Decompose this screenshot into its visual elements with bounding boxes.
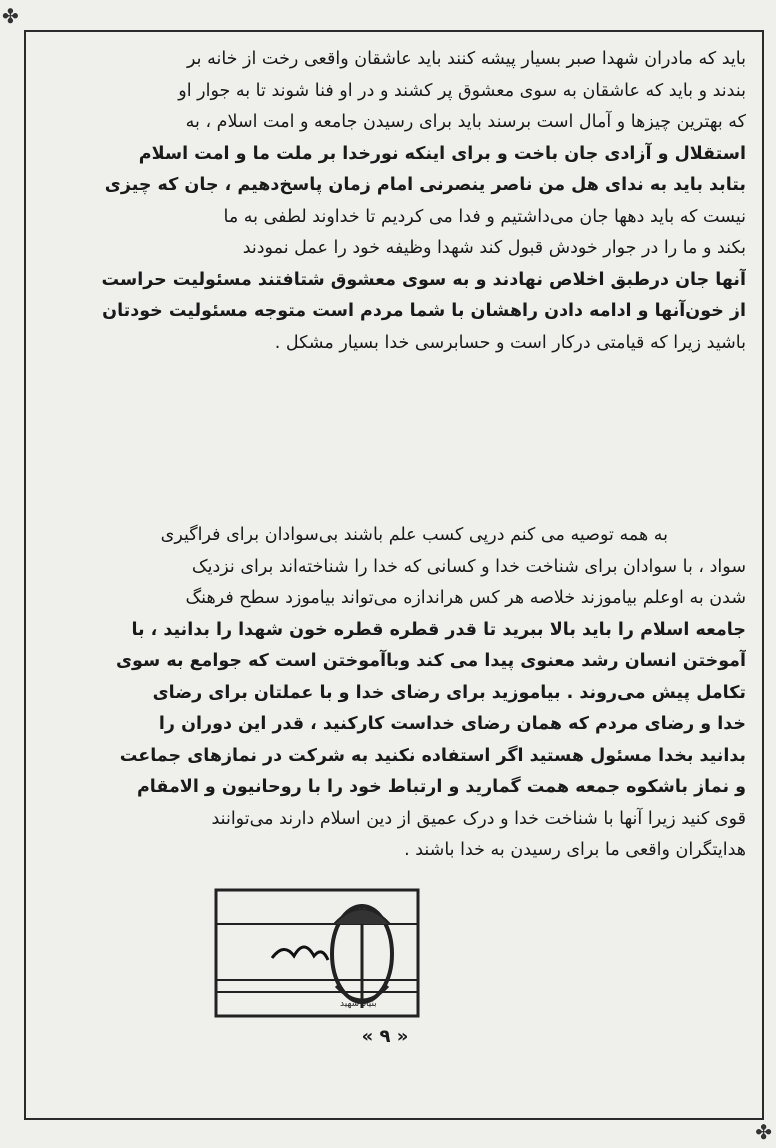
text-line: سواد ، با سوادان برای شناخت خدا و کسانی که خدا را شناخته‌اند برای نزدیک (191, 556, 746, 577)
text-line: از خون‌آنها و ادامه دادن راهشان با شما مردم است متوجه مسئولیت خودتان (102, 301, 746, 321)
text-line: که بهترین چیزها و آمال است برسند باید برای رسیدن جامعه و امت اسلام ، به (185, 112, 746, 132)
text-line: بکند و ما را در جوار خودش قبول کند شهدا وظیفه خود را عمل نمودند (242, 238, 746, 258)
svg-text:بنیاد شهید: بنیاد شهید (340, 999, 377, 1009)
text-line: آموختن انسان رشد معنوی پیدا می کند وباآموختن است که جوامع به سوی (116, 651, 746, 671)
text-line: به همه توصیه می کنم درپی کسب علم باشند بی‌سوادان برای فراگیری (160, 525, 668, 545)
page-number: « ۹ » (361, 1026, 409, 1047)
text-line: استقلال و آزادی جان باخت و برای اینکه نورخدا بر ملت ما و امت اسلام (138, 143, 746, 164)
text-line: شدن به اوعلم بیاموزند خلاصه هر کس هراندازه می‌تواند بیاموزد سطح فرهنگ (185, 588, 746, 608)
text-line: بدانید بخدا مسئول هستید اگر استفاده نکنید به شرکت در نمازهای جماعت (119, 745, 746, 766)
text-line: نیست که باید دهها جان می‌داشتیم و فدا می کردیم تا خداوند لطفی به ما (223, 206, 746, 227)
text-line: خدا و رضای مردم که همان رضای خداست کارکنید ، قدر این دوران را (158, 714, 746, 734)
text-line: آنها جان درطبق اخلاص نهادند و به سوی معشوق شتافتند مسئولیت حراست (101, 269, 746, 290)
text-line: و نماز باشکوه جمعه همت گمارید و ارتباط خود را با روحانیون و الامقام (136, 777, 746, 797)
text-line: بندند و باید که عاشقان به سوی معشوق پر کشند و در او فنا شوند تا به جوار او (178, 80, 746, 101)
corner-ornament-icon: ✤ (755, 1120, 772, 1144)
official-stamp (212, 884, 422, 1024)
text-line: جامعه اسلام را باید بالا ببرید تا قدر قطره قطره خون شهدا را بدانید ، با (131, 619, 746, 640)
text-line: هدایتگران واقعی ما برای رسیدن به خدا باشند . (404, 840, 746, 860)
text-line: قوی کنید زیرا آنها با شناخت خدا و درک عمیق از دین اسلام دارند می‌توانند (211, 808, 746, 829)
paragraph-1 (30, 44, 746, 359)
text-line: باید که مادران شهدا صبر بسیار پیشه کنند باید عاشقان واقعی رخت از خانه بر (187, 49, 746, 69)
corner-ornament-icon: ✤ (2, 4, 19, 28)
text-line: تکامل پیش می‌روند . بیاموزید برای رضای خدا و با عملتان برای رضای (152, 682, 746, 703)
text-line: باشید زیرا که قیامتی درکار است و حسابرسی خدا بسیار مشکل . (274, 332, 746, 353)
paragraph-2 (30, 520, 746, 867)
text-line: بتابد باید به ندای هل من ناصر ینصرنی امام زمان پاسخ‌دهیم ، جان که چیزی (104, 175, 746, 195)
stamp-emblem-icon (212, 884, 422, 1024)
